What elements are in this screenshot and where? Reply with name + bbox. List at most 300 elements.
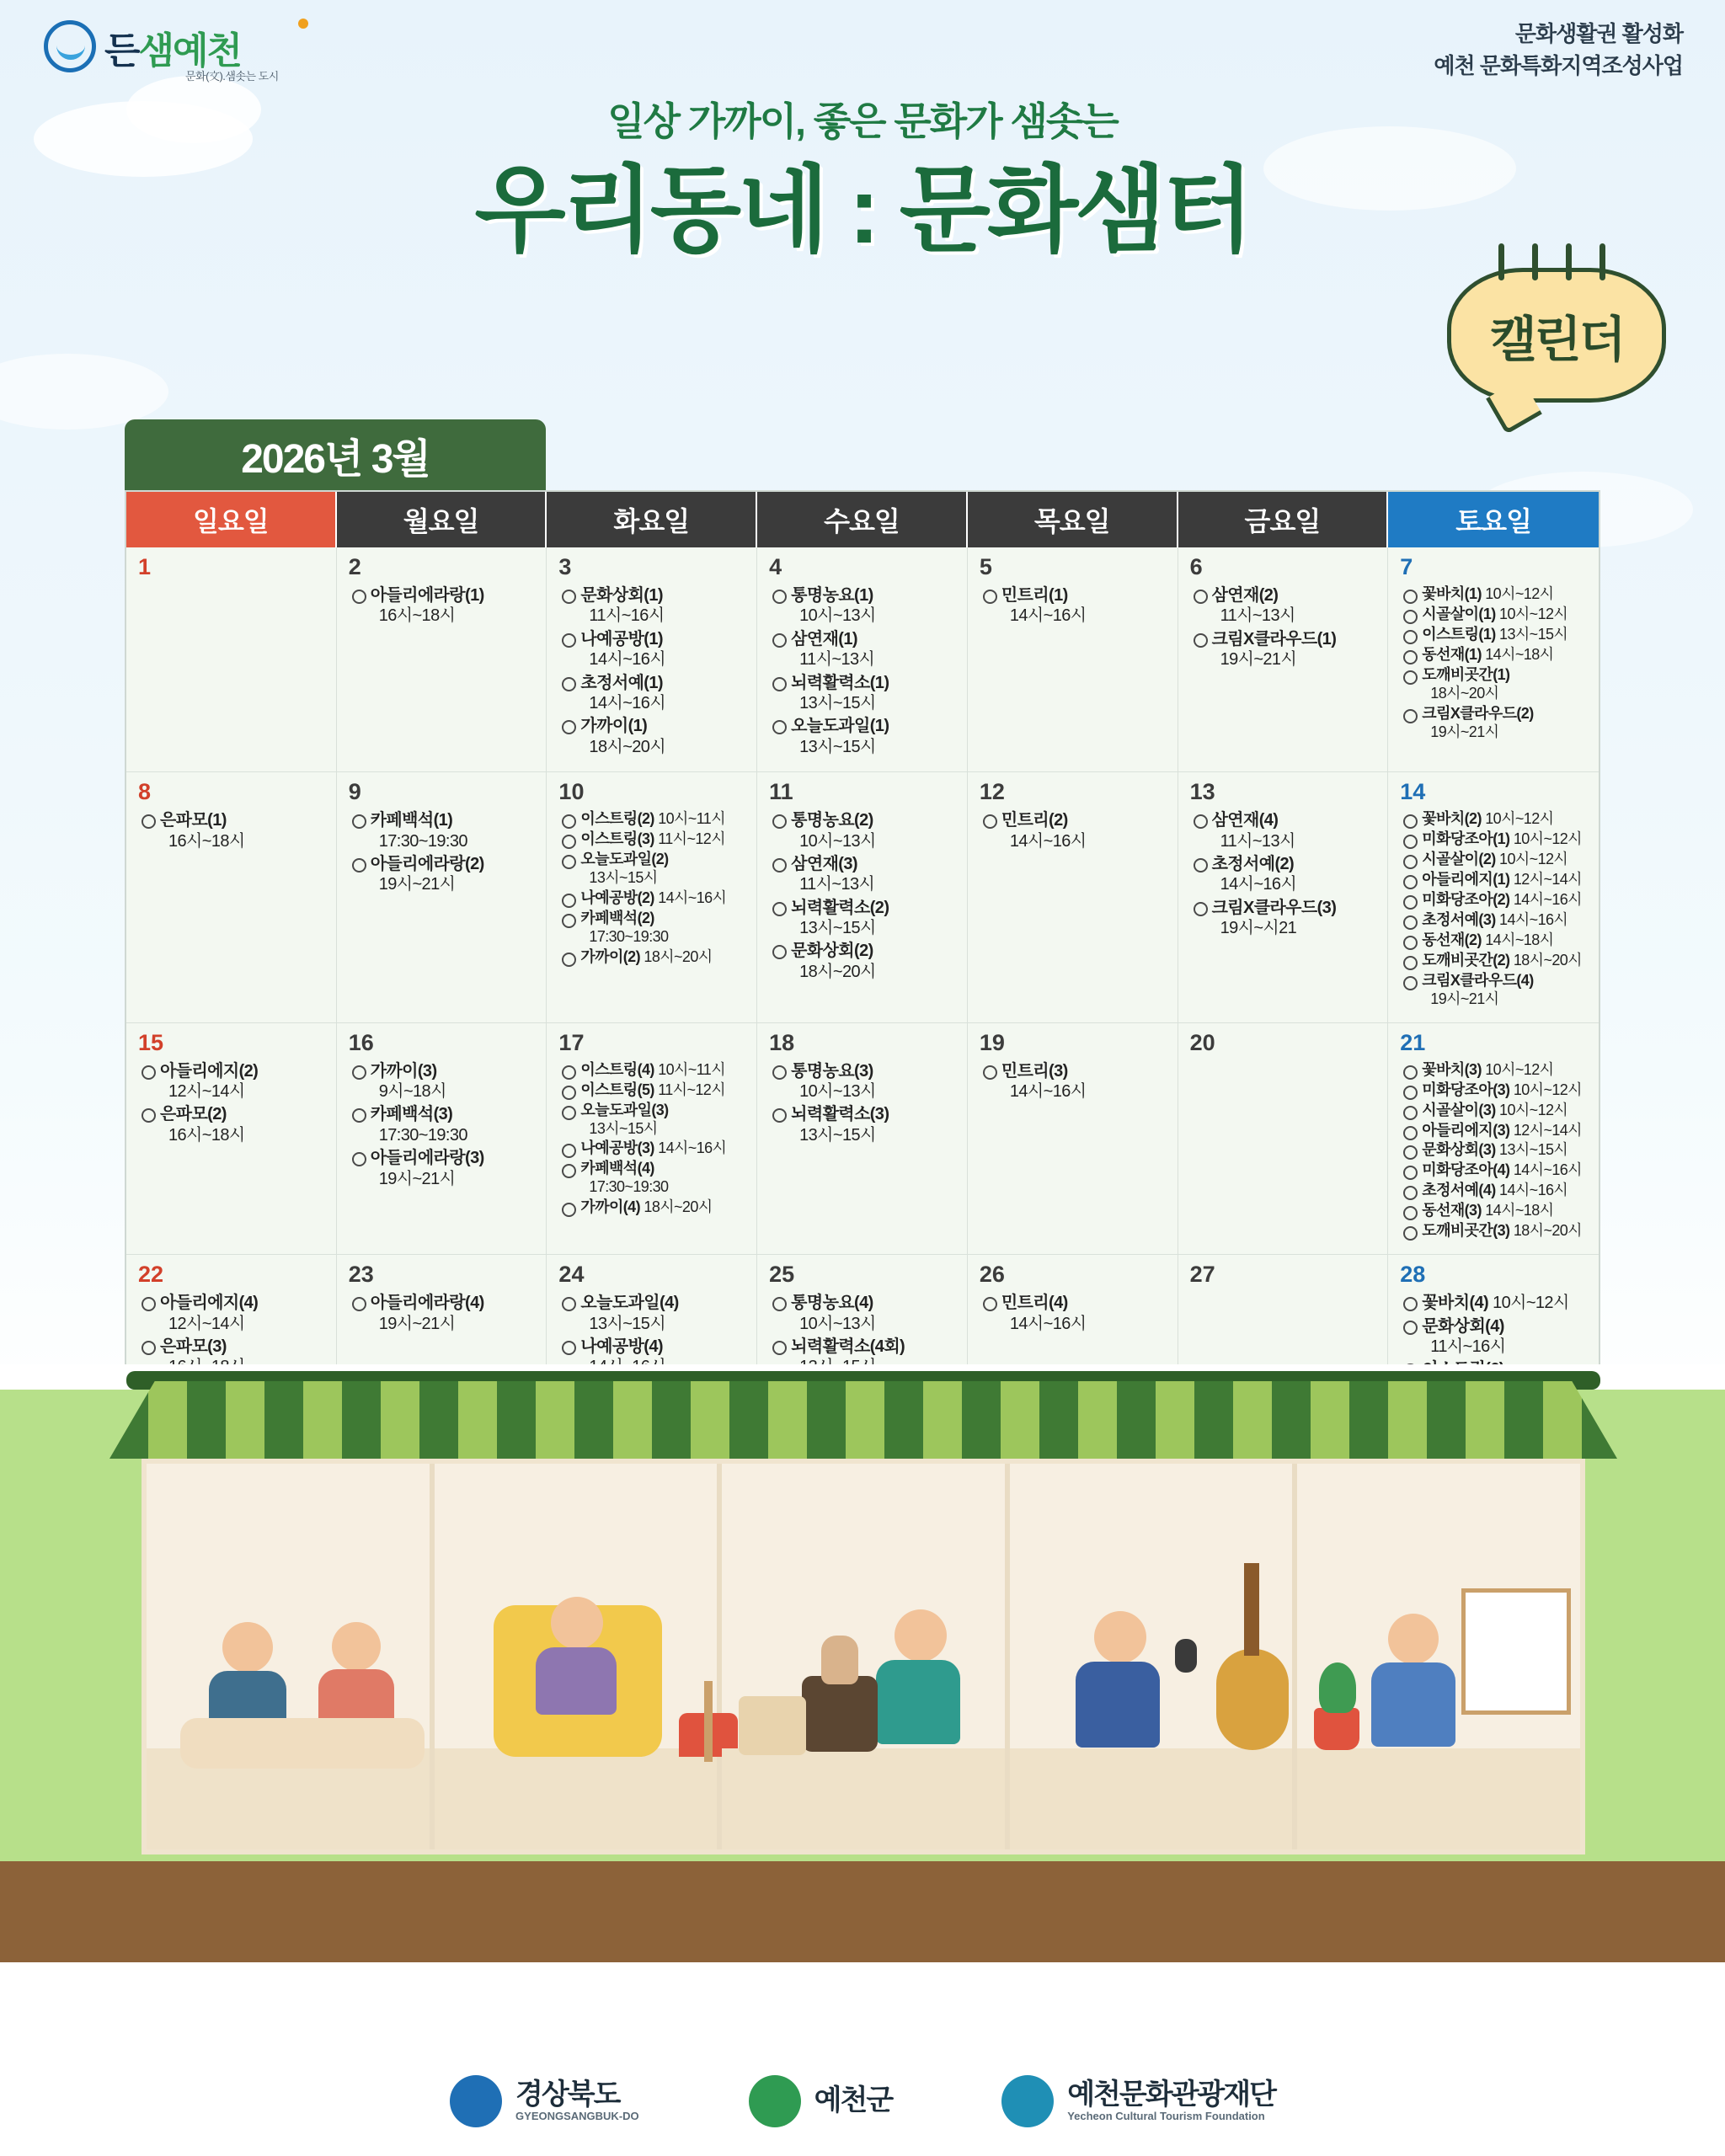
event-name: 오늘도과일(3) — [580, 1101, 669, 1118]
calendar-event — [1400, 871, 1589, 889]
panel-floor — [1010, 1748, 1293, 1849]
person-head — [1388, 1614, 1439, 1664]
day-number: 16 — [348, 1029, 374, 1055]
day-number: 12 — [979, 779, 1005, 805]
event-name: 뇌력활력소(1) — [791, 673, 889, 692]
brand-logo-text-2: 샘예천 — [138, 30, 242, 72]
poster-title: 우리동네 : 문화샘터 — [474, 157, 1251, 263]
event-name: 미화당조아(2) — [1422, 890, 1510, 908]
calendar-event — [1400, 1161, 1589, 1180]
event-time: 11시~13시 — [1220, 831, 1295, 851]
event-name: 아들리에라랑(1) — [370, 586, 484, 605]
day-number: 21 — [1400, 1029, 1426, 1055]
event-name: 동선재(2) — [1422, 931, 1482, 948]
event-time: 14시~16시 — [1009, 831, 1087, 851]
calendar-event — [1400, 1141, 1589, 1160]
calendar-event — [1400, 1102, 1589, 1120]
event-name: 오늘도과일(2) — [580, 851, 669, 868]
event-time: 14시~18시 — [1485, 1202, 1554, 1219]
event-name: 나예공방(4) — [580, 1337, 663, 1357]
event-name: 도깨비곳간(3) — [1422, 1222, 1510, 1240]
event-time: 14시~16시 — [589, 650, 666, 670]
calendar-day-1 — [126, 547, 337, 772]
poster-subtitle: 일상 가까이, 좋은 문화가 샘솟는 — [607, 99, 1118, 143]
calendar-event — [1400, 1202, 1589, 1220]
header-program-info — [1434, 19, 1683, 82]
event-time: 14시~16시 — [1009, 606, 1087, 626]
calendar-event — [769, 585, 957, 627]
scene-cafe — [147, 1464, 435, 1849]
event-name: 삼연재(2) — [1211, 586, 1279, 605]
header-line-2: 예천 문화특화지역조성사업 — [1434, 52, 1683, 78]
event-name: 미화당조아(1) — [1422, 830, 1510, 848]
calendar-event — [1400, 972, 1589, 1009]
event-time: 10시~13시 — [799, 606, 876, 626]
brand-logo-text — [104, 20, 241, 74]
event-time: 17:30~19:30 — [589, 927, 669, 945]
footer-logo-mark-icon — [450, 2075, 502, 2127]
day-number: 26 — [979, 1262, 1005, 1288]
event-name: 아들리에라랑(2) — [370, 854, 484, 873]
day-number: 8 — [138, 779, 152, 805]
bristle-icon — [1498, 243, 1504, 280]
ground-strip — [0, 1861, 1725, 1962]
person-head — [551, 1597, 603, 1649]
event-time: 14시~16시 — [1513, 1161, 1582, 1179]
event-name: 이스트링(5) — [580, 1081, 654, 1098]
event-time: 19시~21시 — [378, 1169, 456, 1188]
calendar-event — [558, 948, 746, 967]
calendar-event — [349, 1148, 537, 1189]
calendar-event — [1400, 1081, 1589, 1100]
header-line-1: 문화생활권 활성화 — [1514, 21, 1683, 46]
event-time: 19시~21시 — [1430, 990, 1499, 1007]
calendar-event — [769, 716, 957, 757]
pottery-wheel-icon — [802, 1676, 878, 1752]
calendar-event — [349, 585, 537, 627]
day-number: 19 — [979, 1029, 1005, 1055]
calendar-event — [769, 854, 957, 895]
event-name: 아들리에지(4) — [160, 1294, 259, 1313]
event-time: 10시~12시 — [1499, 851, 1568, 868]
event-time: 18시~20시 — [1430, 684, 1499, 702]
calendar-event — [1400, 646, 1589, 664]
event-time: 13시~15시 — [1499, 625, 1568, 643]
event-time: 16시~18시 — [378, 606, 456, 626]
calendar-event — [769, 673, 957, 714]
event-time: 11시~12시 — [658, 1081, 725, 1098]
calendar-event — [1400, 891, 1589, 910]
person-figure — [1069, 1611, 1178, 1750]
calendar-event — [558, 830, 746, 849]
event-name: 뇌력활력소(3) — [791, 1105, 889, 1124]
person-body — [536, 1647, 617, 1715]
event-name: 꽃바치(1) — [1422, 585, 1482, 602]
event-time: 16시~18시 — [168, 831, 245, 851]
event-name: 나예공방(3) — [580, 1139, 654, 1157]
calendar-day-17 — [547, 1023, 757, 1256]
event-name: 은파모(1) — [160, 811, 227, 830]
event-time: 12시~14시 — [168, 1082, 245, 1102]
event-time: 10시~12시 — [1513, 830, 1582, 848]
event-name: 문화상회(3) — [1422, 1141, 1496, 1159]
calendar-event — [1190, 629, 1378, 670]
event-name: 카페백석(4) — [580, 1160, 654, 1177]
event-time: 13시~15시 — [589, 868, 658, 886]
calendar-event — [558, 1293, 746, 1334]
calendar-day-5 — [968, 547, 1178, 772]
vase-icon — [821, 1636, 858, 1684]
day-number: 2 — [348, 554, 361, 579]
person-figure — [869, 1609, 979, 1748]
event-time: 12시~14시 — [1513, 1121, 1582, 1139]
event-time: 10시~12시 — [1485, 810, 1554, 828]
event-name: 나예공방(2) — [580, 889, 654, 906]
day-number: 18 — [769, 1029, 795, 1055]
calendar-event — [1400, 851, 1589, 869]
day-number: 9 — [348, 779, 361, 805]
bristle-icon — [1532, 243, 1538, 280]
calendar-day-3 — [547, 547, 757, 772]
event-name: 민트리(1) — [1001, 586, 1068, 605]
event-time: 17:30~19:30 — [589, 1178, 669, 1196]
event-name: 크림X클라우드(3) — [1211, 898, 1337, 917]
lamp-stand — [704, 1681, 713, 1762]
event-name: 미화당조아(3) — [1422, 1081, 1510, 1098]
event-name: 문화상회(4) — [1422, 1316, 1504, 1336]
event-name: 통명농요(2) — [791, 811, 873, 830]
guitar-neck-icon — [1244, 1563, 1259, 1656]
logo-dot-icon — [298, 19, 308, 29]
event-name: 도깨비곳간(2) — [1422, 951, 1510, 969]
event-name: 초정서예(3) — [1422, 910, 1496, 928]
event-time: 10시~12시 — [1499, 1101, 1568, 1118]
event-name: 카페백석(2) — [580, 909, 654, 926]
calendar-day-14 — [1388, 772, 1599, 1023]
event-name: 동선재(1) — [1422, 645, 1482, 663]
event-name: 이스트링(1) — [1422, 625, 1496, 643]
event-time: 13시~15시 — [799, 1125, 876, 1145]
event-time: 10시~11시 — [658, 810, 725, 828]
bottom-illustration — [0, 1364, 1725, 2156]
calendar-day-12 — [968, 772, 1178, 1023]
event-time: 14시~18시 — [1485, 645, 1554, 663]
calendar-badge-label: 캘린더 — [1489, 312, 1624, 367]
calendar-event — [558, 1139, 746, 1158]
event-name: 꽃바치(3) — [1422, 1060, 1482, 1078]
calendar-event — [558, 810, 746, 829]
event-name: 크림X클라우드(2) — [1422, 704, 1534, 722]
calendar-event — [769, 898, 957, 939]
event-name: 크림X클라우드(4) — [1422, 971, 1534, 989]
calendar-event — [769, 810, 957, 851]
scene-reading — [435, 1464, 723, 1849]
event-time: 19시~21시 — [378, 1314, 456, 1333]
event-time: 10시~12시 — [1513, 1081, 1582, 1098]
calendar-day-7 — [1388, 547, 1599, 772]
event-name: 민트리(3) — [1001, 1061, 1068, 1081]
table-shape — [180, 1718, 425, 1769]
event-time: 11시~16시 — [1430, 1337, 1506, 1357]
event-time: 10시~11시 — [658, 1060, 725, 1078]
event-time: 10시~12시 — [1485, 1060, 1554, 1078]
calendar-badge — [1447, 268, 1666, 403]
day-number: 23 — [348, 1262, 374, 1288]
brand-logo-text-1: 든 — [104, 30, 139, 72]
event-time: 19시~21시 — [1220, 650, 1297, 670]
calendar-event — [349, 854, 537, 895]
event-name: 아들리에지(3) — [1422, 1121, 1510, 1139]
event-time: 13시~15시 — [589, 1314, 666, 1333]
calendar-event — [1190, 810, 1378, 851]
event-time: 14시~16시 — [589, 693, 666, 712]
calendar-day-21 — [1388, 1023, 1599, 1256]
calendar-event — [980, 1061, 1167, 1102]
footer-logo-mark-icon — [749, 2075, 801, 2127]
footer-logo-mark-icon — [1001, 2075, 1054, 2127]
calendar-day-10 — [547, 772, 757, 1023]
calendar-event — [558, 851, 746, 888]
event-name: 가까이(3) — [370, 1061, 437, 1081]
calendar-day-9 — [337, 772, 547, 1023]
brand-logo-subtitle: 문화(文).샘솟는 도시 — [185, 70, 279, 83]
weekday-header-1: 월요일 — [337, 492, 547, 547]
event-name: 통명농요(3) — [791, 1061, 873, 1081]
day-number: 17 — [558, 1029, 585, 1055]
footer-logo-1 — [749, 2075, 893, 2127]
event-name: 시골살이(1) — [1422, 605, 1496, 622]
panel-floor — [435, 1748, 718, 1849]
calendar-event — [769, 1061, 957, 1102]
calendar-event — [558, 1102, 746, 1139]
event-time: 10시~13시 — [799, 1082, 876, 1102]
calendar-day-15 — [126, 1023, 337, 1256]
footer-logo-text — [1067, 2080, 1275, 2121]
event-name: 오늘도과일(4) — [580, 1294, 679, 1313]
weekday-header-5: 금요일 — [1178, 492, 1389, 547]
guitar-icon — [1216, 1649, 1289, 1750]
day-number: 5 — [979, 554, 992, 579]
event-time: 12시~14시 — [168, 1314, 245, 1333]
calendar-event — [558, 716, 746, 757]
calendar-event — [769, 1104, 957, 1145]
event-time: 18시~20시 — [799, 962, 876, 981]
day-number: 28 — [1400, 1262, 1426, 1288]
easel-canvas-icon — [1461, 1588, 1571, 1715]
calendar-day-19 — [968, 1023, 1178, 1256]
calendar-event — [1400, 931, 1589, 950]
calendar-event — [1400, 911, 1589, 930]
event-name: 나예공방(1) — [580, 629, 663, 648]
calendar-event — [1400, 626, 1589, 644]
day-number: 4 — [769, 554, 782, 579]
event-time: 18시~20시 — [644, 947, 713, 965]
event-name: 민트리(4) — [1001, 1294, 1068, 1313]
calendar-event — [1400, 1222, 1589, 1241]
event-name: 초정서예(2) — [1211, 854, 1295, 873]
person-body — [876, 1660, 960, 1744]
calendar-day-13 — [1178, 772, 1389, 1023]
weekday-header-0: 일요일 — [126, 492, 337, 547]
calendar-event — [138, 1293, 326, 1334]
person-head — [332, 1622, 381, 1671]
day-number: 13 — [1189, 779, 1215, 805]
event-name: 민트리(2) — [1001, 811, 1068, 830]
calendar-event — [1400, 1061, 1589, 1080]
event-name: 가까이(1) — [580, 717, 648, 736]
event-time: 10시~12시 — [1485, 585, 1554, 602]
event-time: 11시~13시 — [1220, 606, 1295, 626]
event-name: 뇌력활력소(4회) — [791, 1337, 905, 1357]
event-time: 13시~15시 — [799, 737, 876, 756]
calendar-event — [1400, 810, 1589, 829]
awning-stripes — [109, 1381, 1617, 1459]
calendar-event — [558, 1160, 746, 1197]
plant-leaves-icon — [1319, 1662, 1356, 1713]
month-label: 2026년 3월 — [241, 436, 430, 482]
event-name: 시골살이(3) — [1422, 1101, 1496, 1118]
event-time: 19시~21시 — [378, 875, 456, 894]
event-time: 14시~18시 — [1485, 931, 1554, 948]
footer-logo-text — [814, 2086, 893, 2116]
footer-logo-name: 예천문화관광재단 — [1067, 2079, 1275, 2111]
event-name: 아들리에지(1) — [1422, 870, 1510, 888]
event-name: 이스트링(4) — [580, 1060, 654, 1078]
calendar-day-18 — [757, 1023, 968, 1256]
event-time: 14시~16시 — [1009, 1314, 1087, 1333]
event-time: 14시~16시 — [1499, 910, 1568, 928]
event-name: 문화상회(1) — [580, 586, 663, 605]
event-time: 9시~18시 — [378, 1082, 446, 1102]
calendar-event — [558, 1081, 746, 1100]
event-name: 아들리에라랑(3) — [370, 1149, 484, 1168]
day-number: 15 — [138, 1029, 164, 1055]
day-number: 11 — [769, 779, 793, 805]
side-table — [739, 1696, 806, 1755]
event-time: 14시~16시 — [1513, 890, 1582, 908]
day-number: 20 — [1189, 1029, 1215, 1055]
calendar-event — [1400, 830, 1589, 849]
event-time: 19시~21시 — [1430, 723, 1499, 740]
event-name: 이스트링(3) — [580, 830, 654, 848]
calendar-event — [769, 629, 957, 670]
calendar-event — [1400, 1122, 1589, 1140]
event-name: 카페백석(3) — [370, 1105, 453, 1124]
weekday-header-6: 토요일 — [1388, 492, 1599, 547]
event-name: 아들리에라랑(4) — [370, 1294, 484, 1313]
event-name: 아들리에지(2) — [160, 1061, 259, 1081]
scene-music — [1010, 1464, 1298, 1849]
calendar-event — [769, 1293, 957, 1334]
event-time: 17:30~19:30 — [378, 1125, 467, 1145]
event-time: 13시~15시 — [1499, 1141, 1568, 1159]
event-name: 크림X클라우드(1) — [1211, 629, 1337, 648]
event-time: 14시~16시 — [658, 1139, 727, 1157]
event-name: 시골살이(2) — [1422, 851, 1496, 868]
person-body — [1371, 1662, 1455, 1747]
panel-floor — [1297, 1748, 1580, 1849]
person-head — [895, 1609, 947, 1662]
calendar-event — [1400, 666, 1589, 703]
event-time: 13시~15시 — [799, 919, 876, 938]
event-name: 통명농요(1) — [791, 586, 873, 605]
event-time: 13시~15시 — [589, 1119, 658, 1137]
calendar-event — [1400, 585, 1589, 604]
event-time: 11시~16시 — [589, 606, 665, 626]
day-number: 7 — [1400, 554, 1413, 579]
brand-logo — [44, 15, 313, 93]
microphone-icon — [1175, 1639, 1197, 1673]
event-time: 18시~20시 — [1513, 1222, 1582, 1240]
weekday-header-2: 화요일 — [547, 492, 757, 547]
shop-window — [142, 1459, 1585, 1854]
event-time: 13시~15시 — [799, 693, 876, 712]
calendar-event — [980, 1293, 1167, 1334]
footer-logo-name: 경상북도 — [515, 2079, 620, 2111]
event-name: 뇌력활력소(2) — [791, 898, 889, 917]
day-number: 10 — [558, 779, 585, 805]
event-time: 10시~13시 — [799, 831, 876, 851]
person-head — [1094, 1611, 1146, 1663]
plant-icon — [1314, 1708, 1359, 1750]
event-name: 미화당조아(4) — [1422, 1161, 1510, 1179]
calendar-day-6 — [1178, 547, 1389, 772]
calendar-day-20 — [1178, 1023, 1389, 1256]
event-time: 17:30~19:30 — [378, 831, 467, 851]
weekday-header-3: 수요일 — [757, 492, 968, 547]
event-time: 19시~시21 — [1220, 919, 1297, 938]
calendar-event — [349, 1293, 537, 1334]
calendar-weekday-header — [126, 492, 1599, 547]
calendar-event — [138, 1104, 326, 1145]
event-name: 삼연재(1) — [791, 629, 857, 648]
calendar-day-2 — [337, 547, 547, 772]
event-time: 18시~20시 — [589, 737, 666, 756]
event-time: 10시~12시 — [1499, 605, 1568, 622]
person-head — [222, 1622, 273, 1673]
event-name: 통명농요(4) — [791, 1294, 873, 1313]
event-time: 10시~12시 — [1493, 1294, 1569, 1313]
bristle-icon — [1599, 243, 1605, 280]
day-number: 1 — [138, 554, 152, 579]
calendar-day-8 — [126, 772, 337, 1023]
calendar-event — [1190, 898, 1378, 939]
footer-logo-text — [515, 2080, 639, 2121]
calendar-event — [1400, 1293, 1589, 1313]
weekday-header-4: 목요일 — [968, 492, 1178, 547]
event-time: 14시~16시 — [1009, 1082, 1087, 1102]
panel-floor — [722, 1748, 1005, 1849]
person-figure — [527, 1597, 628, 1715]
event-time: 14시~16시 — [1499, 1182, 1568, 1199]
person-body — [1076, 1662, 1160, 1748]
event-time: 11시~13시 — [799, 650, 875, 670]
day-number: 6 — [1189, 554, 1203, 579]
calendar-event — [138, 810, 326, 851]
calendar-event — [1400, 952, 1589, 970]
footer-logo-name: 예천군 — [814, 2084, 893, 2117]
event-name: 가까이(2) — [580, 947, 640, 965]
day-number: 24 — [558, 1262, 585, 1288]
event-name: 은파모(3) — [160, 1337, 227, 1357]
event-time: 16시~18시 — [168, 1125, 245, 1145]
footer-logo-sub: GYEONGSANGBUK-DO — [515, 2110, 639, 2123]
calendar-event — [138, 1061, 326, 1102]
calendar-event — [769, 941, 957, 982]
calendar-event — [1400, 606, 1589, 624]
event-name: 문화상회(2) — [791, 942, 873, 961]
bristle-icon — [1566, 243, 1572, 280]
